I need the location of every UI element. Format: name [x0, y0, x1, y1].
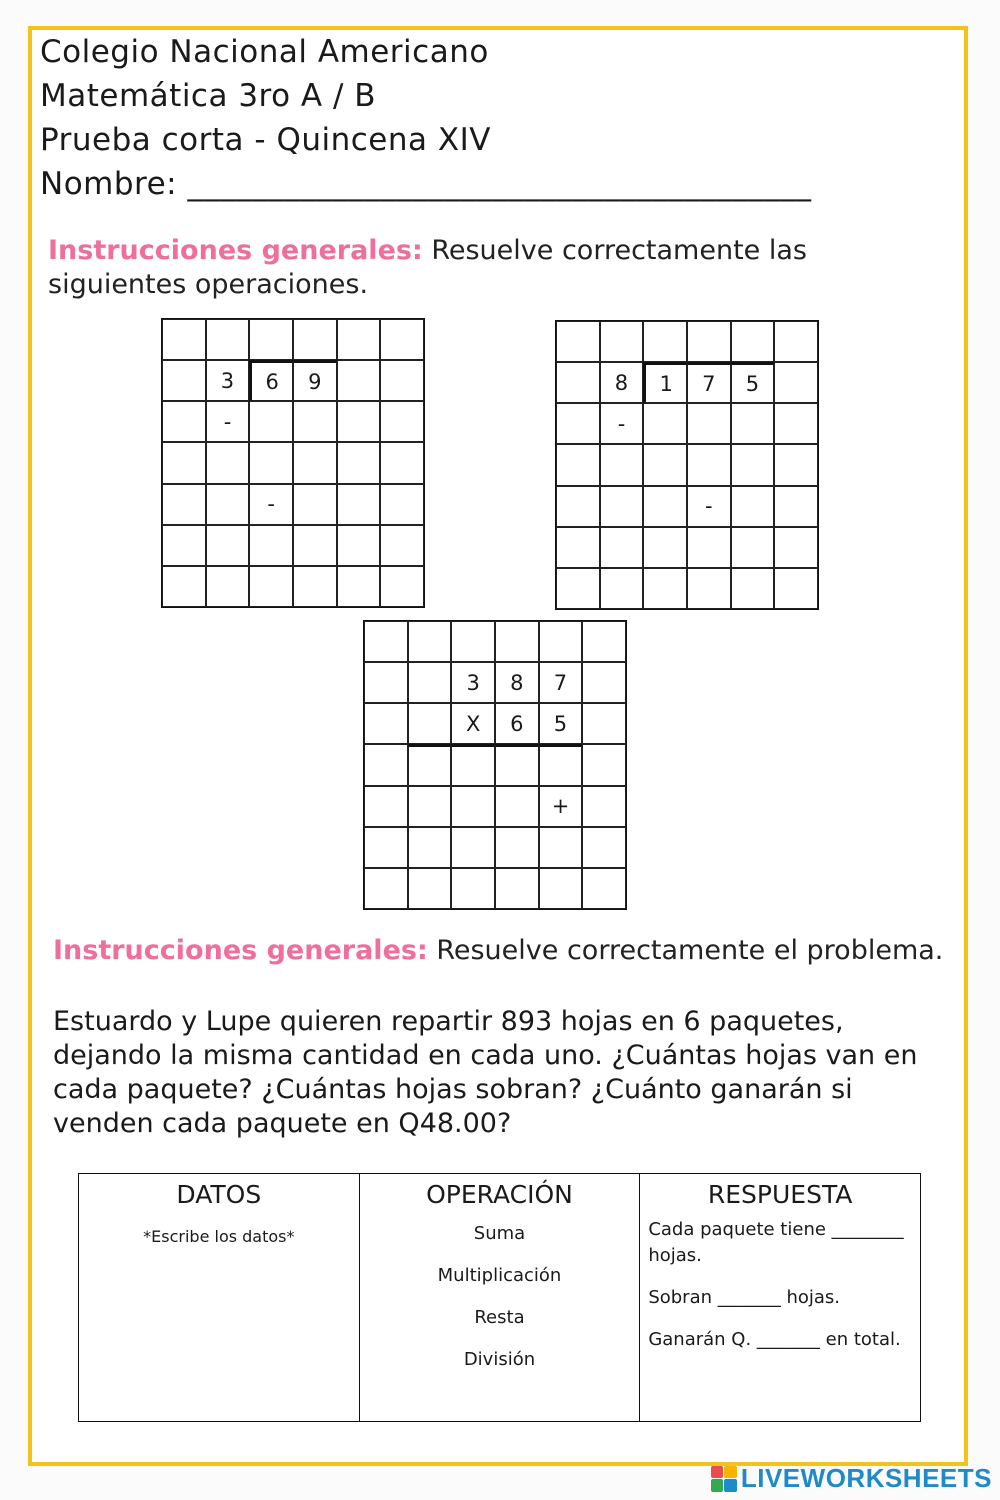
- grid-cell[interactable]: [582, 827, 626, 868]
- grid-cell: 1: [643, 362, 687, 403]
- grid-cell: 7: [687, 362, 731, 403]
- liveworksheets-badge-icon: [711, 1466, 737, 1492]
- grid-cell: -: [206, 401, 250, 442]
- grid-cell[interactable]: [731, 403, 775, 444]
- grid-cell[interactable]: [162, 442, 206, 483]
- grid-cell[interactable]: [364, 744, 408, 785]
- grid-cell[interactable]: [774, 321, 818, 362]
- respuesta-header: RESPUESTA: [707, 1180, 853, 1209]
- grid-cell[interactable]: [364, 662, 408, 703]
- logo-square: [724, 1466, 737, 1479]
- grid-cell[interactable]: [206, 319, 250, 360]
- grid-cell[interactable]: [582, 662, 626, 703]
- grid-cell[interactable]: [206, 566, 250, 607]
- instructions-2: [53, 934, 953, 968]
- division-grid-2: [555, 320, 819, 610]
- grid-cell[interactable]: [774, 403, 818, 444]
- grid-cell[interactable]: [774, 568, 818, 609]
- grid-cell[interactable]: [556, 444, 600, 485]
- grid-cell[interactable]: [162, 401, 206, 442]
- grid-cell[interactable]: [162, 484, 206, 525]
- grid-cell[interactable]: [643, 527, 687, 568]
- grid-cell[interactable]: [451, 786, 495, 827]
- grid-cell[interactable]: [380, 360, 424, 401]
- answer-earnings[interactable]: Ganarán Q. _______ en total.: [648, 1329, 901, 1350]
- grid-cell[interactable]: [539, 827, 583, 868]
- grid-cell[interactable]: [337, 442, 381, 483]
- instructions-1-text: Resuelve correctamente las siguientes operaciones.: [48, 235, 807, 300]
- grid-cell[interactable]: [364, 703, 408, 744]
- grid-cell[interactable]: [582, 786, 626, 827]
- grid-cell[interactable]: [556, 362, 600, 403]
- option-suma[interactable]: Suma: [473, 1223, 526, 1244]
- school-name: Colegio Nacional Americano: [40, 34, 489, 70]
- grid-cell[interactable]: [687, 568, 731, 609]
- grid-cell[interactable]: [206, 484, 250, 525]
- grid-cell[interactable]: [337, 525, 381, 566]
- header: [40, 30, 811, 206]
- grid-cell[interactable]: [408, 786, 452, 827]
- grid-cell[interactable]: [643, 321, 687, 362]
- grid-cell[interactable]: [293, 566, 337, 607]
- grid-cell[interactable]: [451, 868, 495, 909]
- grid-cell[interactable]: [380, 442, 424, 483]
- logo-text: LIVEWORKSHEETS: [740, 1463, 992, 1493]
- datos-hint: *Escribe los datos*: [143, 1227, 295, 1246]
- grid-cell[interactable]: [408, 868, 452, 909]
- grid-cell[interactable]: [687, 321, 731, 362]
- grid-cell[interactable]: [162, 566, 206, 607]
- grid-cell[interactable]: [408, 662, 452, 703]
- grid-cell[interactable]: [731, 568, 775, 609]
- grid-cell[interactable]: [600, 527, 644, 568]
- grid-cell[interactable]: [687, 444, 731, 485]
- grid-cell[interactable]: [643, 444, 687, 485]
- logo-square: [711, 1466, 724, 1479]
- grid-cell[interactable]: [249, 566, 293, 607]
- grid-cell: -: [249, 484, 293, 525]
- subject-grade: Matemática 3ro A / B: [40, 78, 377, 114]
- grid-cell[interactable]: [337, 566, 381, 607]
- grid-cell[interactable]: [408, 703, 452, 744]
- grid-cell: 5: [731, 362, 775, 403]
- grid-cell[interactable]: [582, 621, 626, 662]
- grid-cell[interactable]: [600, 444, 644, 485]
- datos-column[interactable]: [79, 1174, 360, 1422]
- grid-cell[interactable]: [600, 321, 644, 362]
- multiplication-grid: [363, 620, 627, 910]
- instructions-2-text: Resuelve correctamente el problema.: [427, 935, 944, 966]
- option-resta[interactable]: Resta: [474, 1307, 525, 1328]
- grid-cell[interactable]: [451, 744, 495, 785]
- option-division[interactable]: División: [463, 1349, 536, 1370]
- grid-cell[interactable]: [556, 486, 600, 527]
- grid-cell: 6: [495, 703, 539, 744]
- grid-cell[interactable]: [495, 621, 539, 662]
- grid-cell[interactable]: [539, 868, 583, 909]
- grid-cell: 6: [249, 360, 293, 401]
- grid-cell[interactable]: [162, 360, 206, 401]
- respuesta-column: [640, 1174, 921, 1422]
- test-title: Prueba corta - Quincena XIV: [40, 122, 491, 158]
- grid-cell[interactable]: [162, 525, 206, 566]
- grid-cell[interactable]: [582, 703, 626, 744]
- grid-cell[interactable]: [495, 868, 539, 909]
- grid-cell[interactable]: [293, 525, 337, 566]
- grid-cell: 3: [451, 662, 495, 703]
- grid-cell[interactable]: [556, 403, 600, 444]
- grid-cell[interactable]: [293, 442, 337, 483]
- grid-cell[interactable]: [774, 527, 818, 568]
- grid-cell: 9: [293, 360, 337, 401]
- grid-cell[interactable]: [774, 362, 818, 403]
- grid-cell[interactable]: [687, 403, 731, 444]
- grid-cell: 8: [495, 662, 539, 703]
- grid-cell[interactable]: [364, 621, 408, 662]
- operation-options: [360, 1223, 640, 1370]
- grid-cell[interactable]: [539, 621, 583, 662]
- grid-cell[interactable]: [556, 321, 600, 362]
- grid-cell[interactable]: [600, 568, 644, 609]
- instructions-1: [48, 234, 948, 302]
- grid-cell[interactable]: [408, 621, 452, 662]
- answer-remainder[interactable]: Sobran _______ hojas.: [648, 1287, 841, 1308]
- grid-cell[interactable]: [582, 744, 626, 785]
- grid-cell[interactable]: [495, 786, 539, 827]
- grid-cell[interactable]: [731, 527, 775, 568]
- grid-cell[interactable]: [249, 401, 293, 442]
- answer-per-package[interactable]: Cada paquete tiene ________ hojas.: [648, 1219, 904, 1266]
- grid-cell[interactable]: [364, 868, 408, 909]
- grid-cell[interactable]: [495, 827, 539, 868]
- grid-cell[interactable]: [293, 319, 337, 360]
- grid-cell[interactable]: [364, 827, 408, 868]
- grid-cell[interactable]: [206, 525, 250, 566]
- grid-cell[interactable]: [364, 786, 408, 827]
- operacion-column: [359, 1174, 640, 1422]
- word-problem: Estuardo y Lupe quieren repartir 893 hojas en 6 paquetes, dejando la misma cantidad en cada uno. ¿Cuántas hojas van en cada paquete? ¿Cuántas hojas sobran? ¿Cuánto ganarán si venden cada paquete en Q48.00?: [53, 1006, 918, 1139]
- name-line[interactable]: Nombre: _______________________________________: [40, 166, 812, 202]
- answer-table: [78, 1173, 921, 1422]
- liveworksheets-logo: [711, 1463, 992, 1494]
- grid-cell[interactable]: [408, 827, 452, 868]
- division-grid-1: [161, 318, 425, 608]
- option-multiplicacion[interactable]: Multiplicación: [437, 1265, 562, 1286]
- grid-cell[interactable]: [337, 401, 381, 442]
- grid-cell[interactable]: [774, 444, 818, 485]
- grid-cell[interactable]: [162, 319, 206, 360]
- grid-cell: 7: [539, 662, 583, 703]
- grid-cell: +: [539, 786, 583, 827]
- grid-cell[interactable]: [249, 525, 293, 566]
- grid-cell[interactable]: [249, 442, 293, 483]
- logo-square: [711, 1479, 724, 1492]
- grid-cell[interactable]: [495, 744, 539, 785]
- grid-cell[interactable]: [774, 486, 818, 527]
- grid-cell: -: [687, 486, 731, 527]
- grid-cell[interactable]: [380, 484, 424, 525]
- grid-cell[interactable]: [539, 744, 583, 785]
- grid-cell[interactable]: [408, 744, 452, 785]
- grid-cell[interactable]: [293, 484, 337, 525]
- grid-cell: 8: [600, 362, 644, 403]
- grid-cell[interactable]: [600, 486, 644, 527]
- grid-cell: 3: [206, 360, 250, 401]
- answers: [640, 1209, 920, 1353]
- grid-cell[interactable]: [451, 827, 495, 868]
- datos-header: DATOS: [176, 1180, 262, 1209]
- instructions-1-label: Instrucciones generales:: [48, 235, 423, 266]
- grid-cell[interactable]: [380, 566, 424, 607]
- grid-cell: 5: [539, 703, 583, 744]
- grid-cell[interactable]: [582, 868, 626, 909]
- operacion-header: OPERACIÓN: [426, 1180, 573, 1209]
- grid-cell[interactable]: [206, 442, 250, 483]
- grid-cell[interactable]: [731, 486, 775, 527]
- grid-cell[interactable]: [556, 527, 600, 568]
- grid-cell[interactable]: [687, 527, 731, 568]
- grid-cell[interactable]: [643, 568, 687, 609]
- grid-cell[interactable]: [380, 525, 424, 566]
- grid-cell[interactable]: [380, 319, 424, 360]
- grid-cell: X: [451, 703, 495, 744]
- grid-cell[interactable]: [337, 319, 381, 360]
- grid-cell[interactable]: [249, 319, 293, 360]
- grid-cell: -: [600, 403, 644, 444]
- grid-cell[interactable]: [451, 621, 495, 662]
- grid-cell[interactable]: [731, 321, 775, 362]
- grid-cell[interactable]: [337, 484, 381, 525]
- instructions-2-label: Instrucciones generales:: [53, 935, 428, 966]
- grid-cell[interactable]: [731, 444, 775, 485]
- grid-cell[interactable]: [556, 568, 600, 609]
- grid-cell[interactable]: [643, 486, 687, 527]
- grid-cell[interactable]: [380, 401, 424, 442]
- grid-cell[interactable]: [337, 360, 381, 401]
- grid-cell[interactable]: [293, 401, 337, 442]
- logo-square: [724, 1479, 737, 1492]
- grid-cell[interactable]: [643, 403, 687, 444]
